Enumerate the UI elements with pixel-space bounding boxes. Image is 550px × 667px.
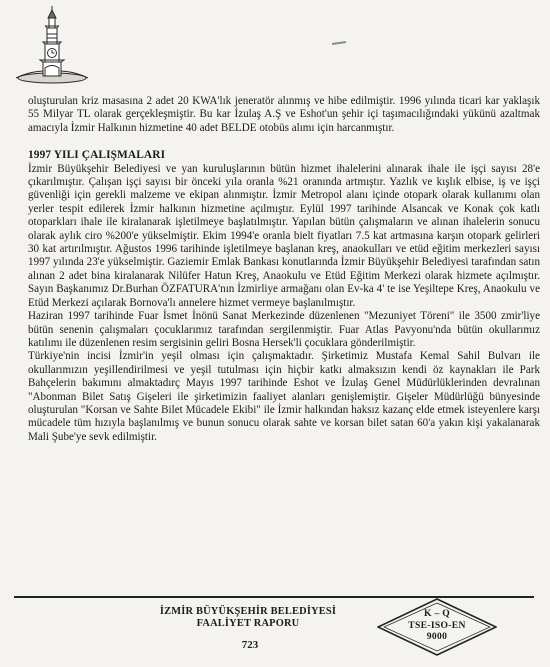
paragraph-section-1: İzmir Büyükşehir Belediyesi ve yan kuruluşlarının bütün hizmet ihalelerini alınarak ihale ile işçi sayısı 28'e çıkarılmıştır. Çalışan işçi sayısı bir önceki yıla oranla %21 oranında artmıştır. Yazlık ve kışlık elbise, iş ve işçi güvenliği için gerekli malzeme ve ekipan alınmıştır. İzmir Metropol alanı içinde otopark olarak kullanımı olan yerler tespit edilerek İzmir halkının hizmetine açılmıştır. Eylül 1997 tarihinde Alsancak ve Konak çok katlı otoparkları ihale ile kiralanarak işletilmeye başlatılmıştır. Yapılan bütün çalışmaların ve alınan ihalelerin sonucu olarak aylık ciro %200'e yükselmiştir. Ekim 1994'e oranla bielt fiyatları 7.5 kat artmasına karşın otopark gelirleri 30 kat artırılmıştır. Ağustos 1996 tarihinde işletilmeye başlanan kreş, anaokulları ve etüd eğitim merkezleri sayısı 1997 yılında 23'e yükselmiştir. Gaziemir Emlak Bankası konutlarında İzmir Büyükşehir Belediyesi tarafından satın alınan 2 adet bina kiralanarak Nilüfer Hatun Kreş, Anaokulu ve Etüd Eğitim Merkezi olarak hizmete açılmıştır. Sayın Başkanımız Dr.Burhan ÖZFATURA'nın İzmirliye armağanı olan Ev-ka 4' te ise Yeşiltepe Kreş, Anaokulu ve Etüd Merkezi açılarak Bornova'lı annelere hizmet vermeye başlanılmıştır. (28, 162, 540, 309)
badge-line-kq: K – Q (423, 608, 451, 619)
ink-mark (332, 41, 346, 45)
paragraph-intro: oluşturulan kriz masasına 2 adet 20 KWA'lık jeneratör alınmış ve hibe edilmiştir. 1996 yılında ticari kar yaklaşık 55 Milyar TL olarak gerçekleşmiştir. Bu kar İzulaş A.Ş ve Eshot'un şehir içi taşımacılığındaki yükünü azaltmak amacıyla İzmir Halkının hizmetine 40 adet BELDE otobüs alımı için harcanmıştır. (28, 95, 540, 134)
badge-line-number: 9000 (426, 631, 448, 642)
badge-line-standard: TSE-ISO-EN (408, 619, 466, 631)
section-heading: 1997 YILI ÇALIŞMALARI (28, 149, 166, 162)
footer-org (143, 606, 353, 630)
body-text (28, 95, 540, 444)
page-number: 723 (241, 639, 259, 651)
clock-tower-icon (12, 4, 92, 84)
certification-badge (377, 608, 497, 643)
paragraph-section-3: Türkiye'nin incisi İzmir'in yeşil olması için çalışmaktadır. Şirketimiz Mustafa Kemal Sahil Bulvarı ile okullarımızın yeşillendirilmesi ve yeşil tutulması için hiçbir katkı almaksızın kendi öz kaynakları ile Park Bahçelerin bakımını almaktadırç Mayıs 1997 tarihinde Eshot ve İzulaş Genel Müdürlüklerinden devralınan "Abonman Bilet Satış Gişeleri ile şirketimizin faaliyet alanları genişlemiştir. Gişeler Müdürlüğü bünyesinde oluşturulan "Korsan ve Sahte Bilet Mücadele Ekibi" ile İzmir halkından haksız kazanç elde etmek isteyenlere karşı mücadele tüm hızıyla başlanılmış ve bunun sonucu olarak sahte ve korsan bilet satan 60'a yakın kişi yakalanarak Mali Şube'ye sevk edilmiştir. (28, 350, 540, 443)
footer-report-title: FAALİYET RAPORU (196, 618, 300, 629)
footer-org-name: İZMİR BÜYÜKŞEHİR BELEDİYESİ (159, 606, 337, 617)
paragraph-section-2: Haziran 1997 tarihinde Fuar İsmet İnönü Sanat Merkezinde düzenlenen "Mezuniyet Töreni" ile 3500 zmir'liye bütün senenin çalışmaları çocuklarımız tarafından sergilenmiştir. Fuar Atlas Pavyonu'nda bütün okullarımız katılımı ile düzenlenen resim sergisinin geliri Bosna Hersek'li çocuklara gönderilmiştir. (28, 310, 540, 349)
